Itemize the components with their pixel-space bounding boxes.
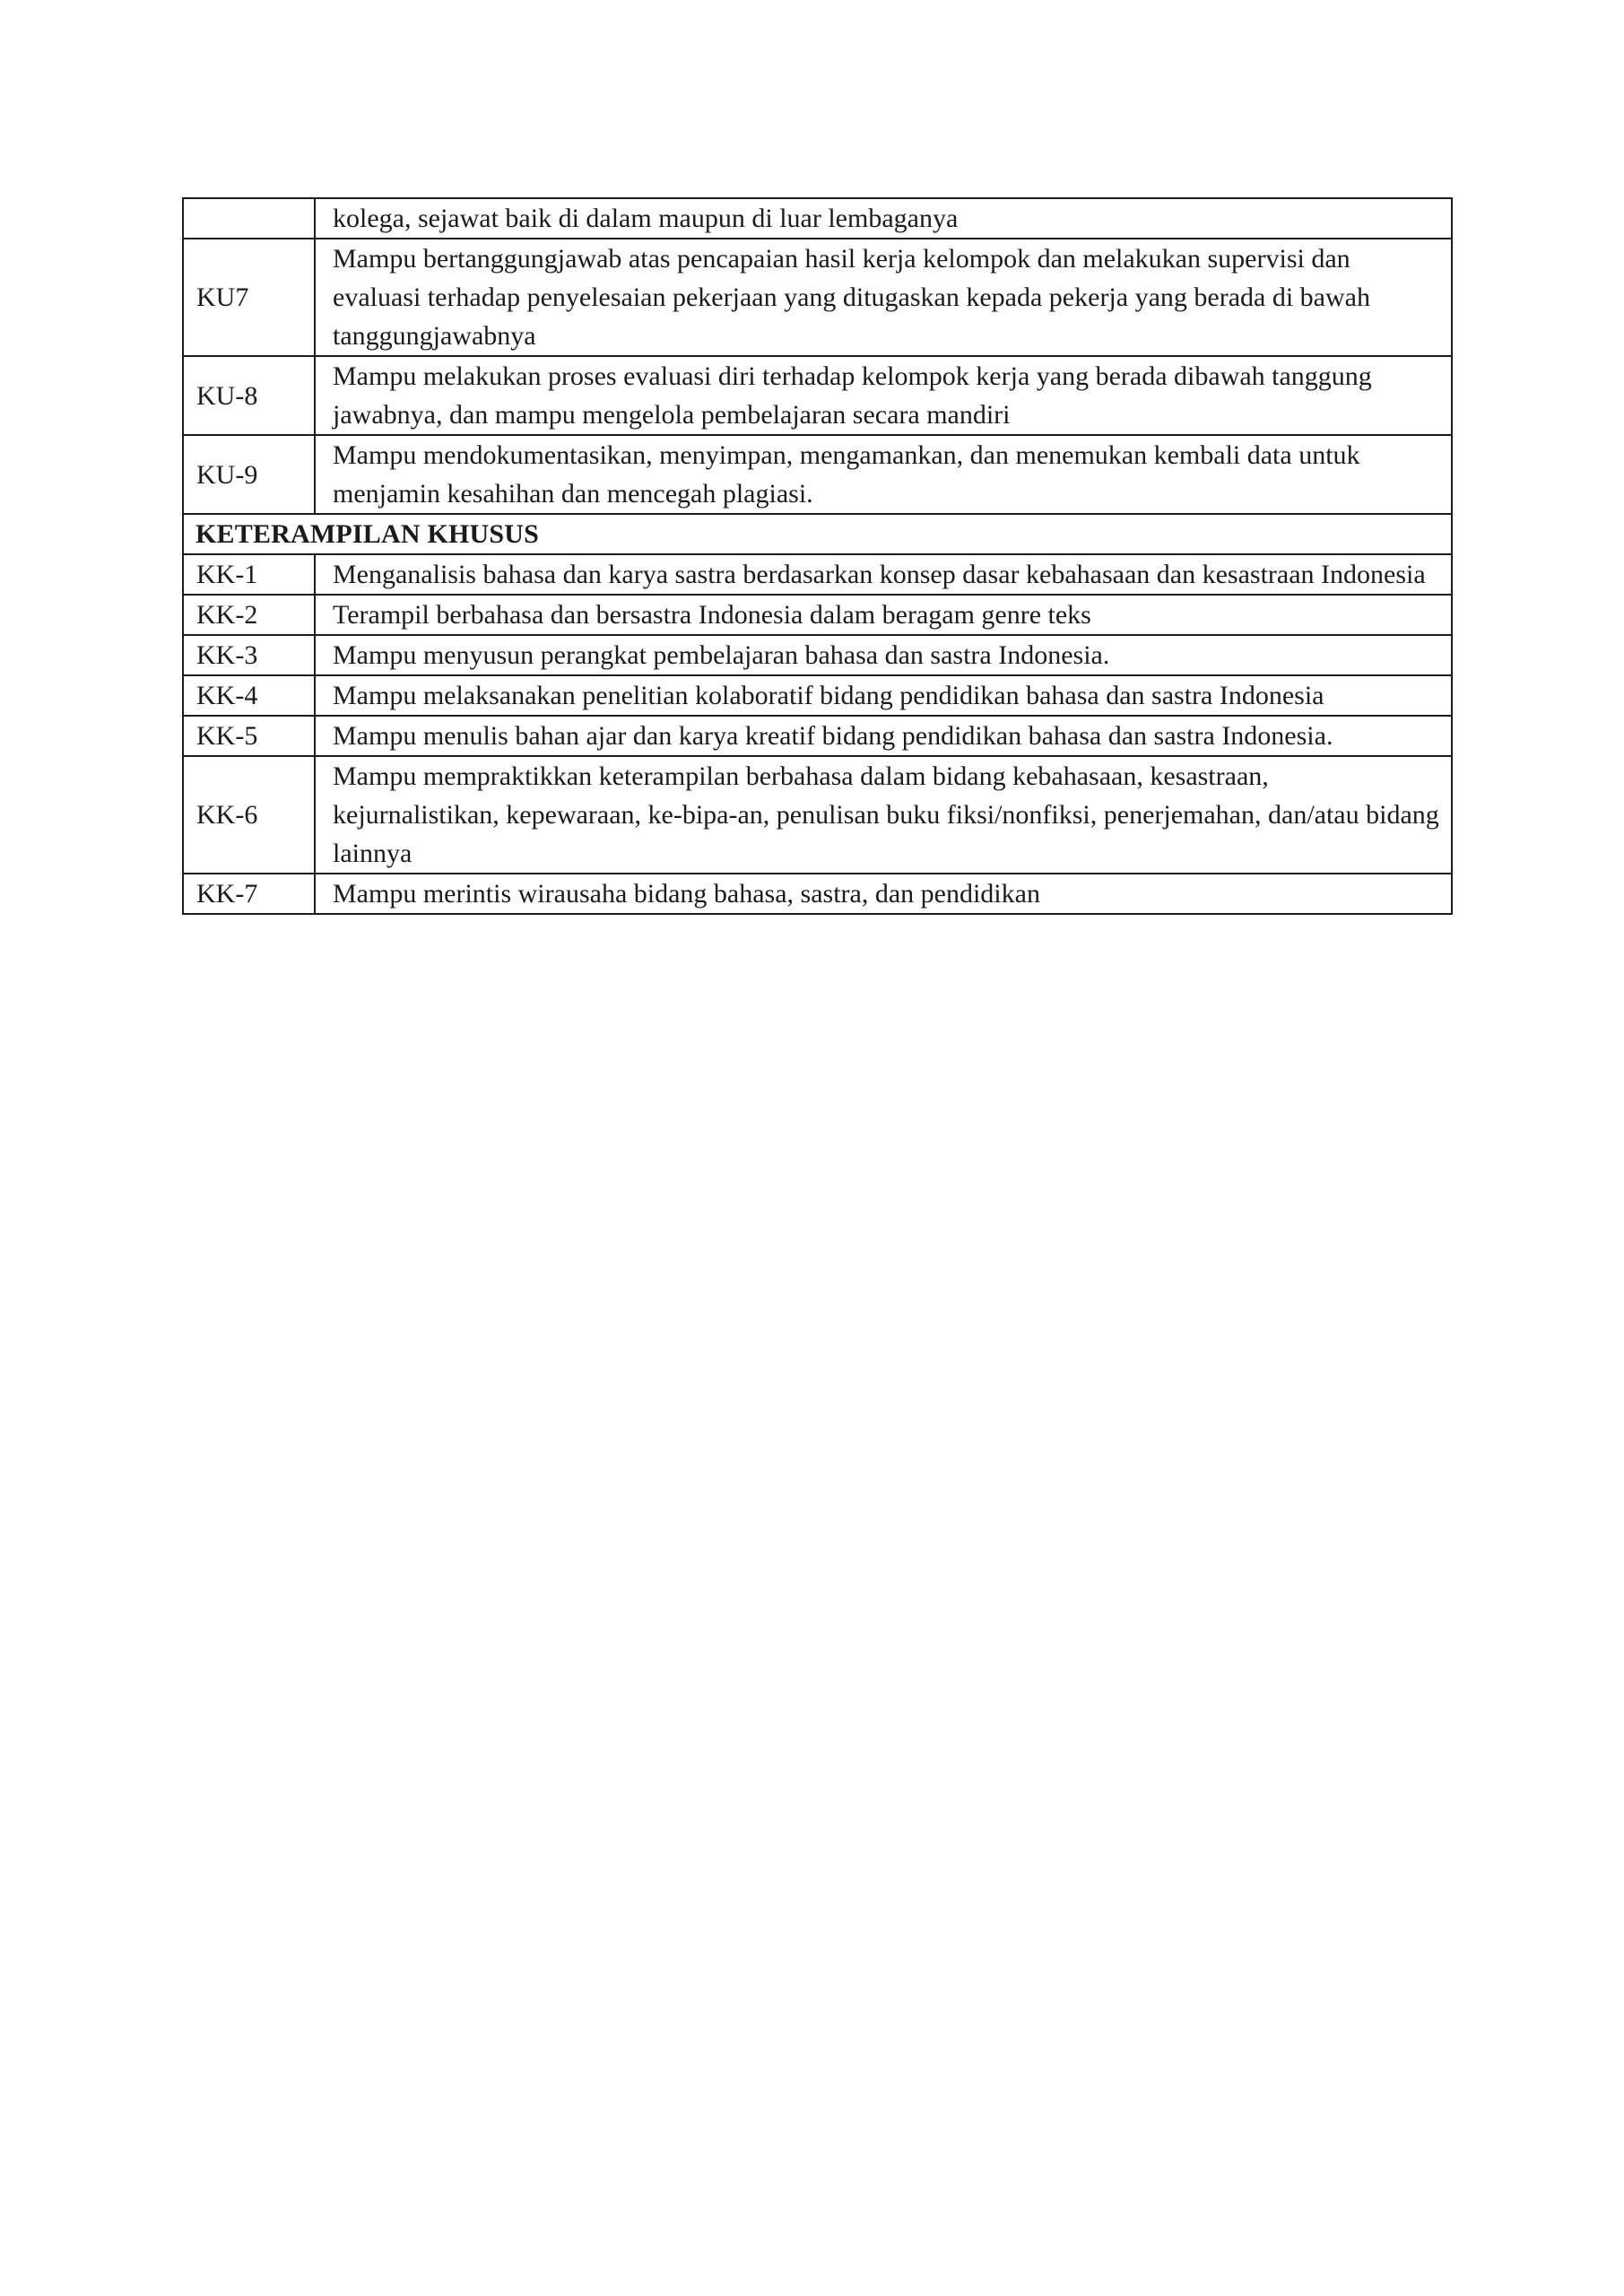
row-text-cell: Mampu melakukan proses evaluasi diri terhadap kelompok kerja yang berada dibawah tanggung jawabnya, dan mampu mengelola pembelajaran secara mandiri [315, 356, 1452, 435]
table-row [183, 514, 1452, 554]
table-row [183, 595, 1452, 635]
row-code-cell: KK-2 [183, 595, 315, 635]
table-row [183, 198, 1452, 239]
table-row [183, 239, 1452, 356]
row-text-cell: kolega, sejawat baik di dalam maupun di luar lembaganya [315, 198, 1452, 239]
competency-table-body [183, 198, 1452, 914]
row-text-cell: Mampu mendokumentasikan, menyimpan, mengamankan, dan menemukan kembali data untuk menjamin kesahihan dan mencegah plagiasi. [315, 435, 1452, 514]
row-code-cell: KK-4 [183, 675, 315, 716]
row-code-cell: KK-7 [183, 874, 315, 914]
row-code-cell: KK-6 [183, 756, 315, 874]
row-code-cell: KK-1 [183, 554, 315, 595]
table-row [183, 675, 1452, 716]
row-text-cell: Mampu bertanggungjawab atas pencapaian hasil kerja kelompok dan melakukan supervisi dan evaluasi terhadap penyelesaian pekerjaan yang ditugaskan kepada pekerja yang berada di bawah tanggungjawabnya [315, 239, 1452, 356]
row-text-cell: Mampu mempraktikkan keterampilan berbahasa dalam bidang kebahasaan, kesastraan, kejurnalistikan, kepewaraan, ke-bipa-an, penulisan buku fiksi/nonfiksi, penerjemahan, dan/atau bidang lainnya [315, 756, 1452, 874]
section-header-cell: KETERAMPILAN KHUSUS [183, 514, 1452, 554]
row-text-cell: Mampu menulis bahan ajar dan karya kreatif bidang pendidikan bahasa dan sastra Indonesia. [315, 716, 1452, 756]
row-code-cell: KK-3 [183, 635, 315, 675]
row-code-cell: KU-9 [183, 435, 315, 514]
row-text-cell: Mampu menyusun perangkat pembelajaran bahasa dan sastra Indonesia. [315, 635, 1452, 675]
table-row [183, 756, 1452, 874]
row-text-cell: Menganalisis bahasa dan karya sastra berdasarkan konsep dasar kebahasaan dan kesastraan Indonesia [315, 554, 1452, 595]
row-code-cell: KK-5 [183, 716, 315, 756]
competency-table-container [182, 197, 1453, 915]
competency-table [182, 197, 1453, 915]
table-row [183, 554, 1452, 595]
row-code-cell: KU7 [183, 239, 315, 356]
row-code-cell [183, 198, 315, 239]
table-row [183, 356, 1452, 435]
table-row [183, 716, 1452, 756]
table-row [183, 874, 1452, 914]
table-row [183, 435, 1452, 514]
row-text-cell: Mampu melaksanakan penelitian kolaboratif bidang pendidikan bahasa dan sastra Indonesia [315, 675, 1452, 716]
row-text-cell: Mampu merintis wirausaha bidang bahasa, sastra, dan pendidikan [315, 874, 1452, 914]
table-row [183, 635, 1452, 675]
row-text-cell: Terampil berbahasa dan bersastra Indonesia dalam beragam genre teks [315, 595, 1452, 635]
row-code-cell: KU-8 [183, 356, 315, 435]
